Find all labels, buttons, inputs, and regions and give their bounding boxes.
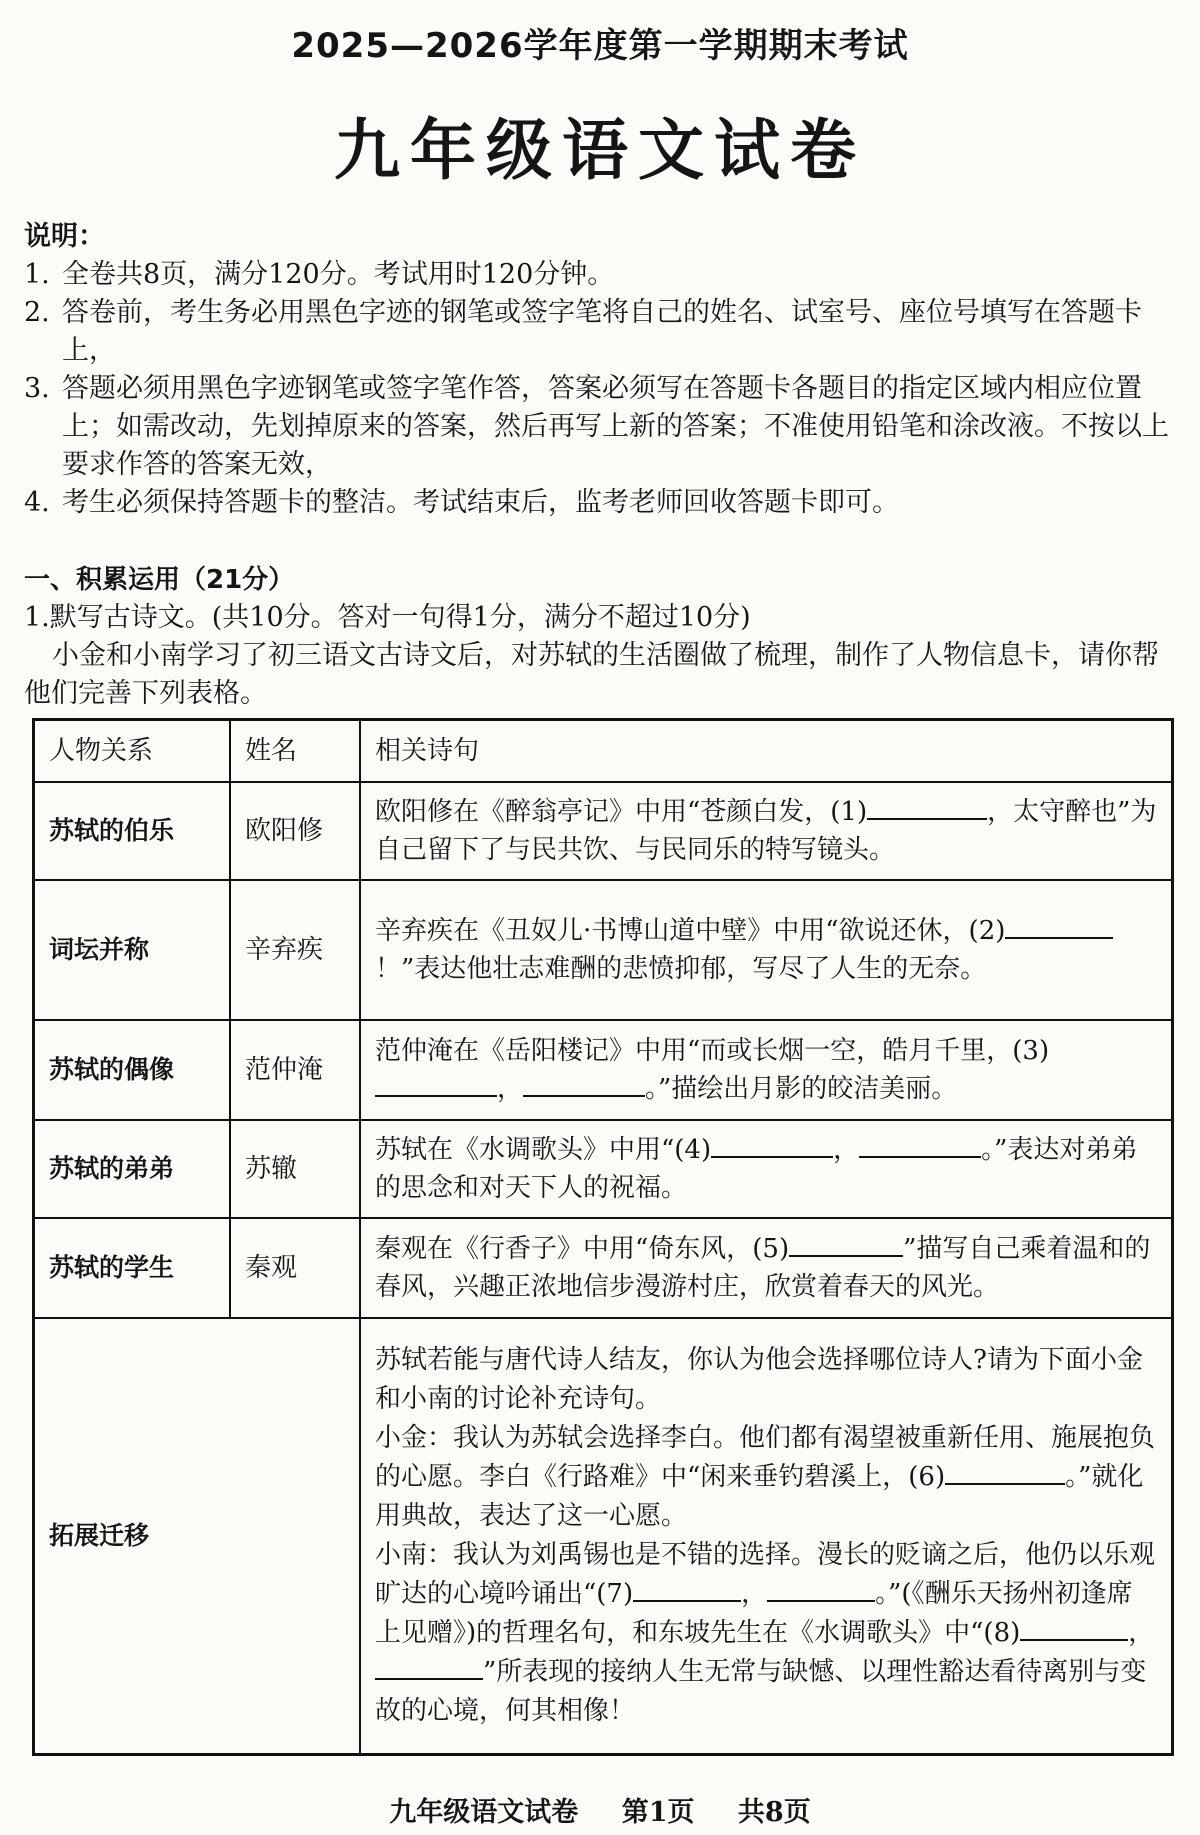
section-accumulation: [24, 561, 1184, 713]
instructions-heading: 说明：: [24, 221, 105, 252]
instructions: [24, 218, 1184, 522]
instruction-item: 3. 答题必须用黑色字迹钢笔或签字笔作答，答案必须写在答题卡各题目的指定区域内相应位置上；如需改动，先划掉原来的答案，然后再写上新的答案；不准使用铅笔和涂改液。不按以上要求作答的答案无效，: [24, 373, 1169, 480]
name-cell: 苏辙: [230, 1120, 360, 1218]
name-cell: 辛弃疾: [230, 880, 360, 1020]
table-row: [34, 1020, 1173, 1120]
answer-blank-4a[interactable]: [711, 1132, 833, 1158]
extension-cell: 苏轼若能与唐代诗人结友，你认为他会选择哪位诗人?请为下面小金和小南的讨论补充诗句。 小金：我认为苏轼会选择李白。他们都有渴望被重新任用、施展抱负的心愿。李白《行路难》中“闲来垂钓碧溪上，(6) 。”就化用典故，表达了这一心愿。 小南：我认为刘禹锡也是不错的选择。漫长的贬谪之后，他仍以乐观旷达的心境吟诵出“(7) ， 。”(《酬乐天扬州初逢席上见赠》)的哲理名句，和东坡先生在《水调歌头》中“(8) ，”所表现的接纳人生无常与缺憾、以理性豁达看待离别与变故的心境，何其相像！: [360, 1318, 1173, 1754]
answer-blank-3a[interactable]: [375, 1071, 497, 1097]
instruction-item: 2. 答卷前，考生务必用黑色字迹的钢笔或签字笔将自己的姓名、试室号、座位号填写在答题卡上，: [24, 297, 1142, 366]
verse-cell: 苏轼在《水调歌头》中用“(4) ， 。”表达对弟弟的思念和对天下人的祝福。: [360, 1120, 1173, 1218]
answer-blank-6[interactable]: [945, 1459, 1065, 1485]
relation-cell: 苏轼的学生: [34, 1218, 231, 1318]
instruction-item: 1. 全卷共8页，满分120分。考试用时120分钟。: [24, 259, 615, 290]
exam-header: [0, 18, 1200, 192]
section-title: 一、积累运用（21分）: [24, 565, 295, 595]
relation-cell: 苏轼的弟弟: [34, 1120, 231, 1218]
exam-title: 九年级语文试卷: [334, 111, 866, 189]
header-verse: 相关诗句: [360, 720, 1173, 783]
verse-cell: 秦观在《行香子》中用“倚东风，(5) ”描写自己乘着温和的春风，兴趣正浓地信步漫游村庄，欣赏着春天的风光。: [360, 1218, 1173, 1318]
footer-page-number: 第1页: [621, 1797, 695, 1828]
relation-cell: 苏轼的偶像: [34, 1020, 231, 1120]
footer-total-pages: 共8页: [737, 1797, 811, 1828]
answer-blank-1[interactable]: [867, 794, 987, 820]
relation-cell: 词坛并称: [34, 880, 231, 1020]
instruction-item: 4. 考生必须保持答题卡的整洁。考试结束后，监考老师回收答题卡即可。: [24, 487, 899, 518]
answer-blank-3b[interactable]: [523, 1071, 645, 1097]
answer-blank-4b[interactable]: [859, 1132, 981, 1158]
name-cell: 范仲淹: [230, 1020, 360, 1120]
table-row-extension: [34, 1318, 1173, 1754]
answer-blank-8a[interactable]: [1020, 1615, 1128, 1641]
question-intro: 小金和小南学习了初三语文古诗文后，对苏轼的生活圈做了梳理，制作了人物信息卡，请你帮他们完善下列表格。: [24, 640, 1159, 709]
table-row: [34, 1218, 1173, 1318]
question-1: 1.默写古诗文。(共10分。答对一句得1分，满分不超过10分): [24, 602, 751, 633]
verse-cell: 范仲淹在《岳阳楼记》中用“而或长烟一空，皓月千里，(3)， 。”描绘出月影的皎洁美丽。: [360, 1020, 1173, 1120]
header-relation: 人物关系: [34, 720, 231, 783]
answer-blank-8b[interactable]: [375, 1654, 483, 1680]
verse-cell: 欧阳修在《醉翁亭记》中用“苍颜白发，(1) ，太守醉也”为自己留下了与民共饮、与民同乐的特写镜头。: [360, 782, 1173, 880]
table-row: [34, 880, 1173, 1020]
page-footer: [0, 1790, 1200, 1829]
footer-exam-name: 九年级语文试卷: [389, 1797, 579, 1828]
answer-blank-7a[interactable]: [633, 1576, 741, 1602]
answer-blank-2[interactable]: [1005, 913, 1113, 939]
poetry-info-table: [32, 718, 1174, 1756]
name-cell: 秦观: [230, 1218, 360, 1318]
exam-subtitle: 2025—2026学年度第一学期期末考试: [291, 26, 909, 66]
relation-cell: 苏轼的伯乐: [34, 782, 231, 880]
table-row: [34, 1120, 1173, 1218]
answer-blank-7b[interactable]: [767, 1576, 875, 1602]
relation-cell: 拓展迁移: [34, 1318, 361, 1754]
table-header-row: [34, 720, 1173, 783]
name-cell: 欧阳修: [230, 782, 360, 880]
header-name: 姓名: [230, 720, 360, 783]
answer-blank-5[interactable]: [789, 1231, 903, 1257]
verse-cell: 辛弃疾在《丑奴儿·书博山道中壁》中用“欲说还休，(2)！”表达他壮志难酬的悲愤抑郁，写尽了人生的无奈。: [360, 880, 1173, 1020]
table-row: [34, 782, 1173, 880]
